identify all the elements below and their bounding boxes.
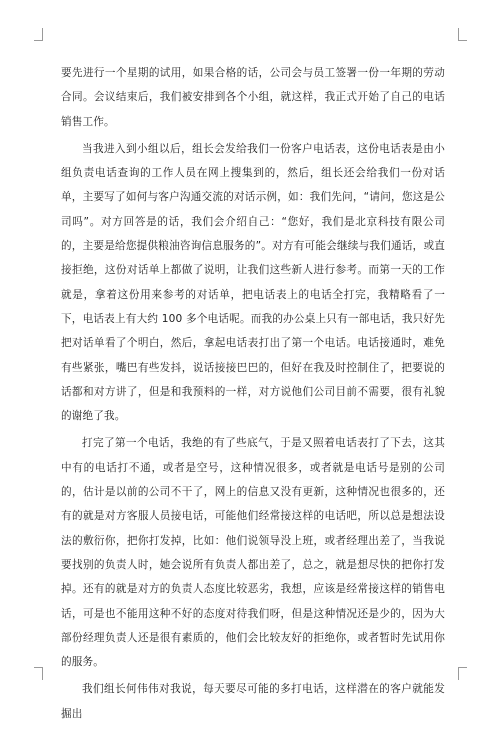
- crop-mark-bottom-left: [42, 667, 43, 680]
- crop-mark-bottom-right: [458, 667, 467, 668]
- paragraph: 要先进行一个星期的试用，如果合格的话，公司会与员工签署一份一年期的劳动合同。会议结束后，我们被安排到各个小组，就这样，我正式开始了自己的电话销售工作。: [61, 67, 445, 128]
- crop-mark-top-right: [458, 40, 467, 41]
- crop-mark-top-left: [42, 28, 43, 41]
- paragraph: 当我进入到小组以后，组长会发给我们一份客户电话表，这份电话表是由小组负责电话查询的工作人员在网上搜集到的，然后，组长还会给我们一份对话单，主要写了如何与客户沟通交流的对话示例，如：我们先问，“请问，您这是公司吗”。对方回答是的话，我们会介绍自己：“您好，我们是北京科技有限公司的，主要是给您提供粮油咨询信息服务的”。对方有可能会继续与我们通话，或直接拒绝，这份对话单上都做了说明，让我们这些新人进行参考。而第一天的工作就是，拿着这份用来参考的对话单，把电话表上的电话全打完，我精略看了一下，电话表上有大约 100 多个电话呢。而我的办公桌上只有一部电话，我只好先把对话单看了个明白，然后，拿起电话表打出了第一个电话。电话接通时，难免有些紧张，嘴巴有些发抖，说话接接巴巴的，但好在我及时控制住了，把要说的话都和对方讲了，但是和我预料的一样，对方说他们公司目前不需要，很有礼貌的谢绝了我。: [61, 142, 445, 423]
- crop-mark-top-right: [458, 28, 459, 41]
- crop-mark-bottom-right: [458, 667, 459, 680]
- paragraph: 打完了第一个电话，我绝的有了些底气，于是又照着电话表打了下去，这其中有的电话打不通，或者是空号，这种情况很多，或者就是电话号是别的公司的，估计是以前的公司不干了，网上的信息又没有更新，这种情况也很多的，还有的就是对方客服人员接电话，可能他们经常接这样的电话吧，所以总是想法设法的敷衍你，把你打发掉，比如：他们说领导没上班，或者经理出差了，当我说要找别的负责人时，她会说所有负责人都出差了，总之，就是想尽快的把你打发掉。还有的就是对方的负责人态度比较恶劣，我想，应该是经常接这样的销售电话，可是也不能用这种不好的态度对待我们呀，但是这种情况还是少的，因为大部份经理负责人还是很有素质的，他们会比较友好的拒绝你，或者暂时先试用你的服务。: [61, 437, 445, 669]
- document-body: [61, 61, 445, 729]
- paragraph: 我们组长何伟伟对我说，每天要尽可能的多打电话，这样潜在的客户就能发掘出: [61, 683, 445, 720]
